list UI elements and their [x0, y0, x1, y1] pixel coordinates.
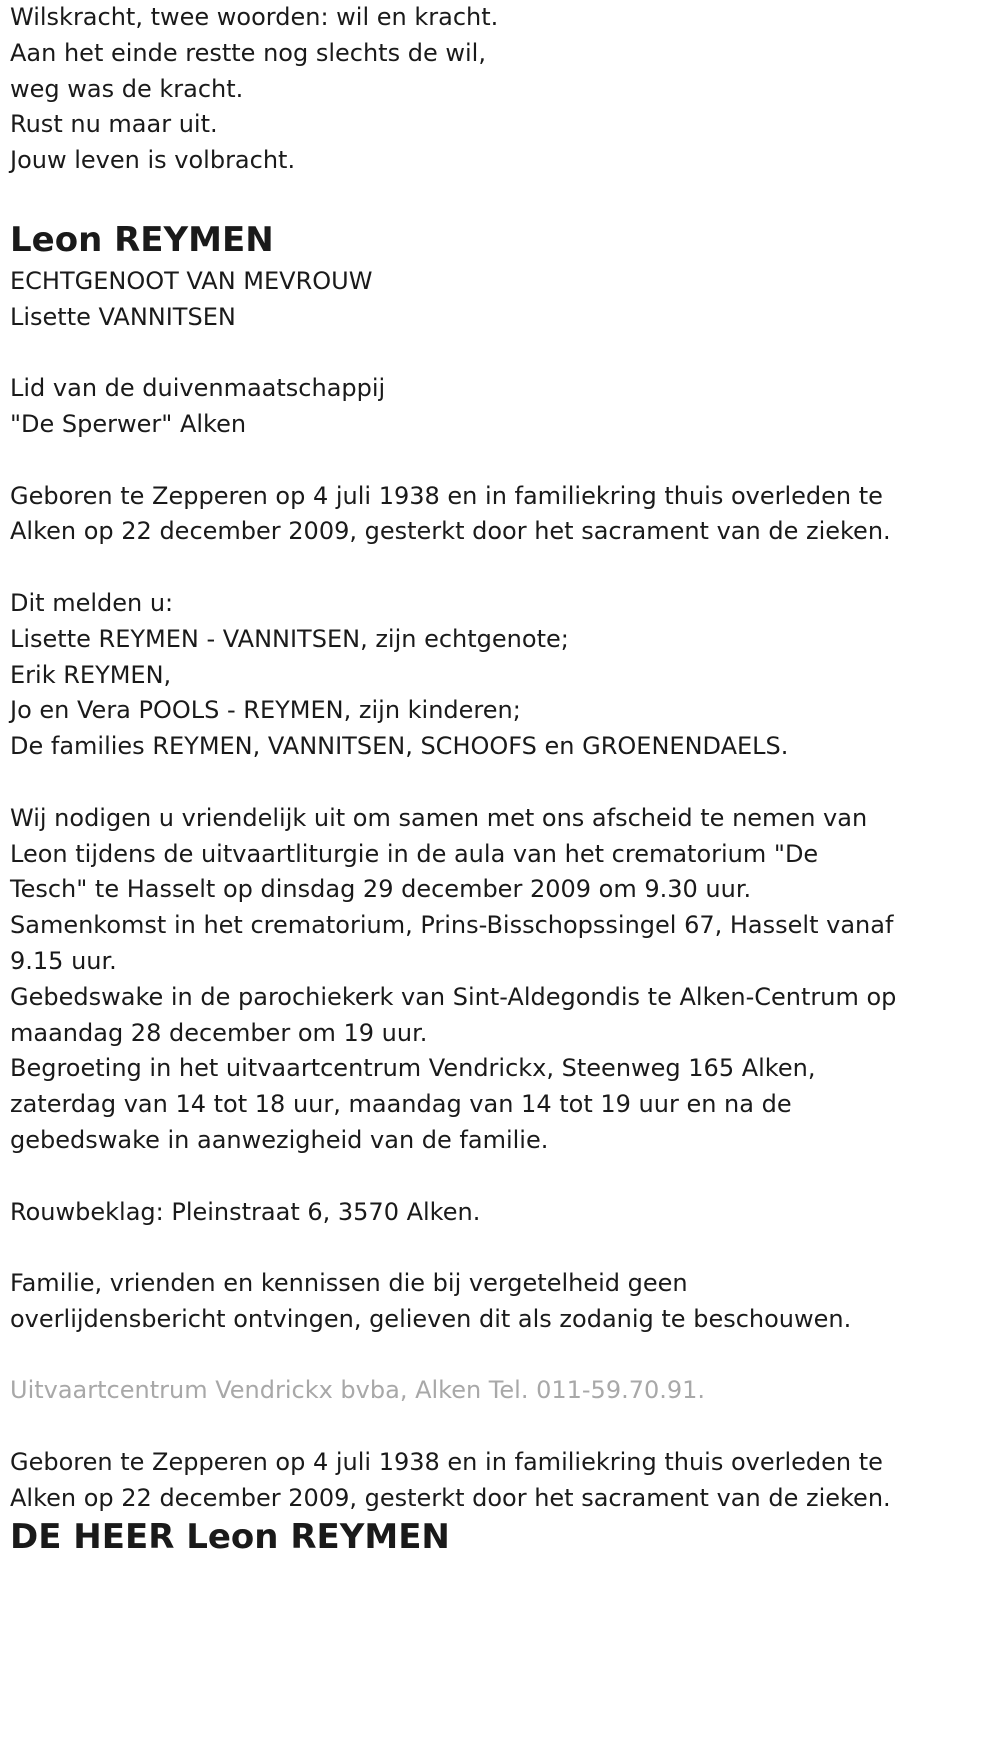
poem-line: Jouw leven is volbracht. — [10, 146, 296, 175]
spacer — [10, 550, 985, 586]
poem — [10, 0, 985, 179]
summary-block — [10, 1445, 985, 1517]
ceremony-line: zaterdag van 14 tot 18 uur, maandag van 14 tot 19 uur en na de — [10, 1090, 792, 1119]
deceased-name: Leon REYMEN — [10, 219, 274, 260]
ceremony-line: Wij nodigen u vriendelijk uit om samen met ons afscheid te nemen van — [10, 803, 868, 832]
summary-line: Alken op 22 december 2009, gesterkt door het sacrament van de zieken. — [10, 1483, 891, 1512]
ceremony-line: Gebedswake in de parochiekerk van Sint-Aldegondis te Alken-Centrum op — [10, 982, 897, 1011]
announcer-line: Jo en Vera POOLS - REYMEN, zijn kinderen; — [10, 696, 521, 725]
announcer-line: Erik REYMEN, — [10, 660, 172, 689]
spacer — [10, 335, 985, 371]
ceremony-line: maandag 28 december om 19 uur. — [10, 1018, 428, 1047]
spacer — [10, 1159, 985, 1195]
birth-death-line: Alken op 22 december 2009, gesterkt door het sacrament van de zieken. — [10, 517, 891, 546]
membership-line: Lid van de duivenmaatschappij — [10, 374, 386, 403]
birth-death-line: Geboren te Zepperen op 4 juli 1938 en in familiekring thuis overleden te — [10, 481, 883, 510]
poem-line: Rust nu maar uit. — [10, 110, 218, 139]
spouse-line: ECHTGENOOT VAN MEVROUW — [10, 266, 373, 295]
summary-line: Geboren te Zepperen op 4 juli 1938 en in familiekring thuis overleden te — [10, 1448, 883, 1477]
spacer — [10, 1230, 985, 1266]
announcer-line: Lisette REYMEN - VANNITSEN, zijn echtgenote; — [10, 624, 569, 653]
announcers-block — [10, 586, 985, 765]
obituary-document — [10, 0, 985, 1557]
ceremony-line: gebedswake in aanwezigheid van de familie. — [10, 1125, 549, 1154]
spouse-block — [10, 264, 985, 336]
poem-line: weg was de kracht. — [10, 74, 244, 103]
ceremony-line: Samenkomst in het crematorium, Prins-Bisschopssingel 67, Hasselt vanaf — [10, 911, 894, 940]
birth-death-block — [10, 479, 985, 551]
spacer — [10, 1338, 985, 1374]
final-title: DE HEER Leon REYMEN — [10, 1516, 450, 1557]
undertaker-info: Uitvaartcentrum Vendrickx bvba, Alken Tel. 011-59.70.91. — [10, 1376, 706, 1405]
notice-block — [10, 1266, 985, 1338]
spacer — [10, 765, 985, 801]
poem-line: Wilskracht, twee woorden: wil en kracht. — [10, 3, 499, 31]
ceremony-line: 9.15 uur. — [10, 946, 117, 975]
spacer — [10, 1409, 985, 1445]
condolence-address: Rouwbeklag: Pleinstraat 6, 3570 Alken. — [10, 1197, 481, 1226]
notice-line: overlijdensbericht ontvingen, gelieven dit als zodanig te beschouwen. — [10, 1304, 852, 1333]
spouse-line: Lisette VANNITSEN — [10, 302, 236, 331]
spacer — [10, 179, 985, 215]
ceremony-line: Begroeting in het uitvaartcentrum Vendrickx, Steenweg 165 Alken, — [10, 1054, 816, 1083]
announcer-line: De families REYMEN, VANNITSEN, SCHOOFS en GROENENDAELS. — [10, 732, 789, 761]
announcers-intro: Dit melden u: — [10, 588, 174, 617]
ceremony-line: Tesch" te Hasselt op dinsdag 29 december 2009 om 9.30 uur. — [10, 875, 752, 904]
ceremony-line: Leon tijdens de uitvaartliturgie in de aula van het crematorium "De — [10, 839, 819, 868]
membership-block — [10, 371, 985, 443]
poem-line: Aan het einde restte nog slechts de wil, — [10, 38, 486, 67]
ceremony-block — [10, 801, 985, 1159]
spacer — [10, 443, 985, 479]
notice-line: Familie, vrienden en kennissen die bij vergetelheid geen — [10, 1269, 688, 1298]
membership-line: "De Sperwer" Alken — [10, 409, 247, 438]
